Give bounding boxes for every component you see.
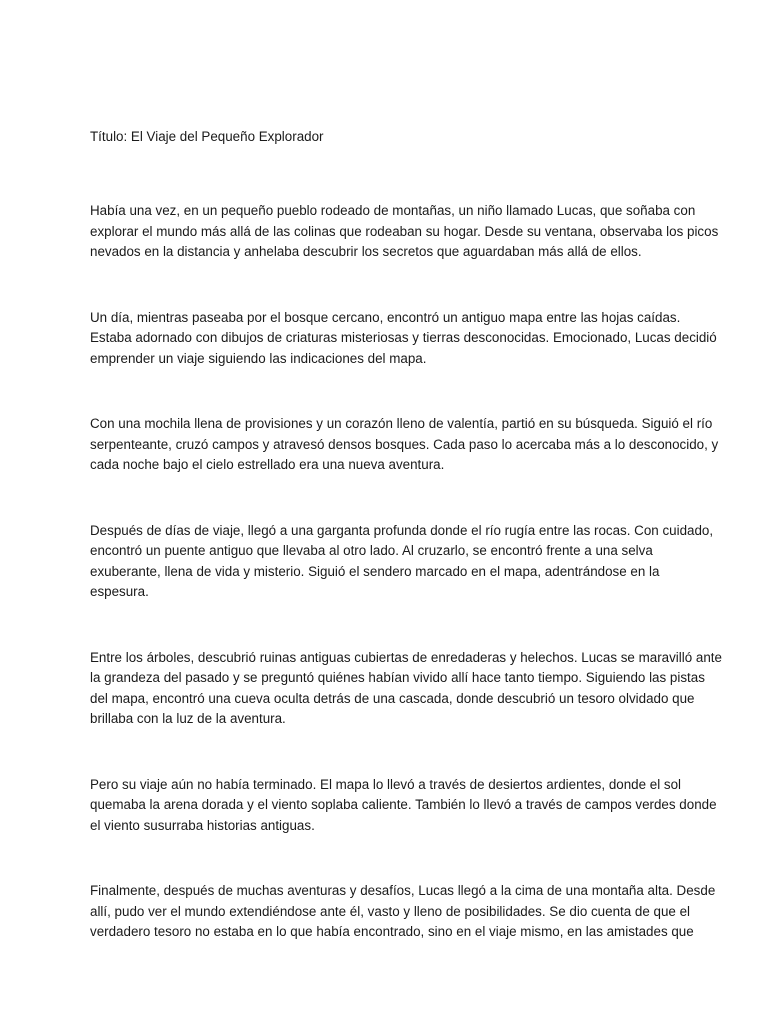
text-line: la grandeza del pasado y se preguntó quiénes habían vivido allí hace tanto tiempo. Siguiendo las pistas <box>90 670 705 685</box>
text-line: el viento susurraba historias antiguas. <box>90 817 315 833</box>
text-line: verdadero tesoro no estaba en lo que había encontrado, sino en el viaje mismo, en las amistades que <box>90 924 694 939</box>
text-line: Un día, mientras paseaba por el bosque cercano, encontró un antiguo mapa entre las hojas caídas. <box>90 309 681 325</box>
text-line: espesura. <box>90 584 149 599</box>
paragraph-4 <box>90 521 714 603</box>
paragraph-1 <box>90 201 719 263</box>
spacer <box>90 603 688 648</box>
text-line: Después de días de viaje, llegó a una garganta profunda donde el río rugía entre las rocas. Con cuidado, <box>90 522 714 538</box>
text-line: exuberante, llena de vida y misterio. Siguió el sendero marcado en el mapa, adentrándose en la <box>90 563 660 579</box>
spacer <box>90 836 688 881</box>
text-line: nevados en la distancia y anhelaba descubrir los secretos que aguardaban más allá de ellos. <box>90 244 642 259</box>
paragraph-6 <box>90 775 717 837</box>
spacer <box>90 730 688 775</box>
paragraph-3 <box>90 414 719 476</box>
spacer <box>90 369 688 414</box>
text-line: Había una vez, en un pequeño pueblo rodeado de montañas, un niño llamado Lucas, que soñaba con <box>90 203 696 218</box>
text-line: serpenteante, cruzó campos y atravesó densos bosques. Cada paso lo acercaba más a lo desconocido, y <box>90 436 719 452</box>
paragraph-5 <box>90 648 722 730</box>
text-line: del mapa, encontró una cueva oculta detrás de una cascada, donde descubrió un tesoro olvidado que <box>90 690 695 706</box>
text-line: quemaba la arena dorada y el viento soplaba caliente. También lo llevó a través de campos verdes donde <box>90 797 717 812</box>
spacer <box>90 476 688 521</box>
text-line: Entre los árboles, descubrió ruinas antiguas cubiertas de enredaderas y helechos. Lucas se maravilló ante <box>90 649 722 665</box>
document-page <box>90 127 722 943</box>
paragraph-7 <box>90 881 716 943</box>
document-title: Título: El Viaje del Pequeño Explorador <box>90 129 324 144</box>
text-line: Pero su viaje aún no había terminado. El mapa lo llevó a través de desiertos ardientes, donde el sol <box>90 776 682 792</box>
paragraph-2 <box>90 308 717 370</box>
spacer <box>90 263 688 308</box>
text-line: Finalmente, después de muchas aventuras y desafíos, Lucas llegó a la cima de una montaña alta. Desde <box>90 883 716 898</box>
text-line: allí, pudo ver el mundo extendiéndose ante él, vasto y lleno de posibilidades. Se dio cuenta de que el <box>90 903 691 919</box>
spacer <box>90 147 688 201</box>
text-line: Estaba adornado con dibujos de criaturas misteriosas y tierras desconocidas. Emocionado, Lucas decidió <box>90 330 717 345</box>
text-line: emprender un viaje siguiendo las indicaciones del mapa. <box>90 350 427 366</box>
text-line: Con una mochila llena de provisiones y un corazón lleno de valentía, partió en su búsqueda. Siguió el río <box>90 416 713 431</box>
text-line: brillaba con la luz de la aventura. <box>90 711 286 726</box>
text-line: cada noche bajo el cielo estrellado era una nueva aventura. <box>90 457 445 472</box>
text-line: encontró un puente antiguo que llevaba al otro lado. Al cruzarlo, se encontró frente a una selva <box>90 543 653 558</box>
text-line: explorar el mundo más allá de las colinas que rodeaban su hogar. Desde su ventana, observaba los picos <box>90 223 719 239</box>
